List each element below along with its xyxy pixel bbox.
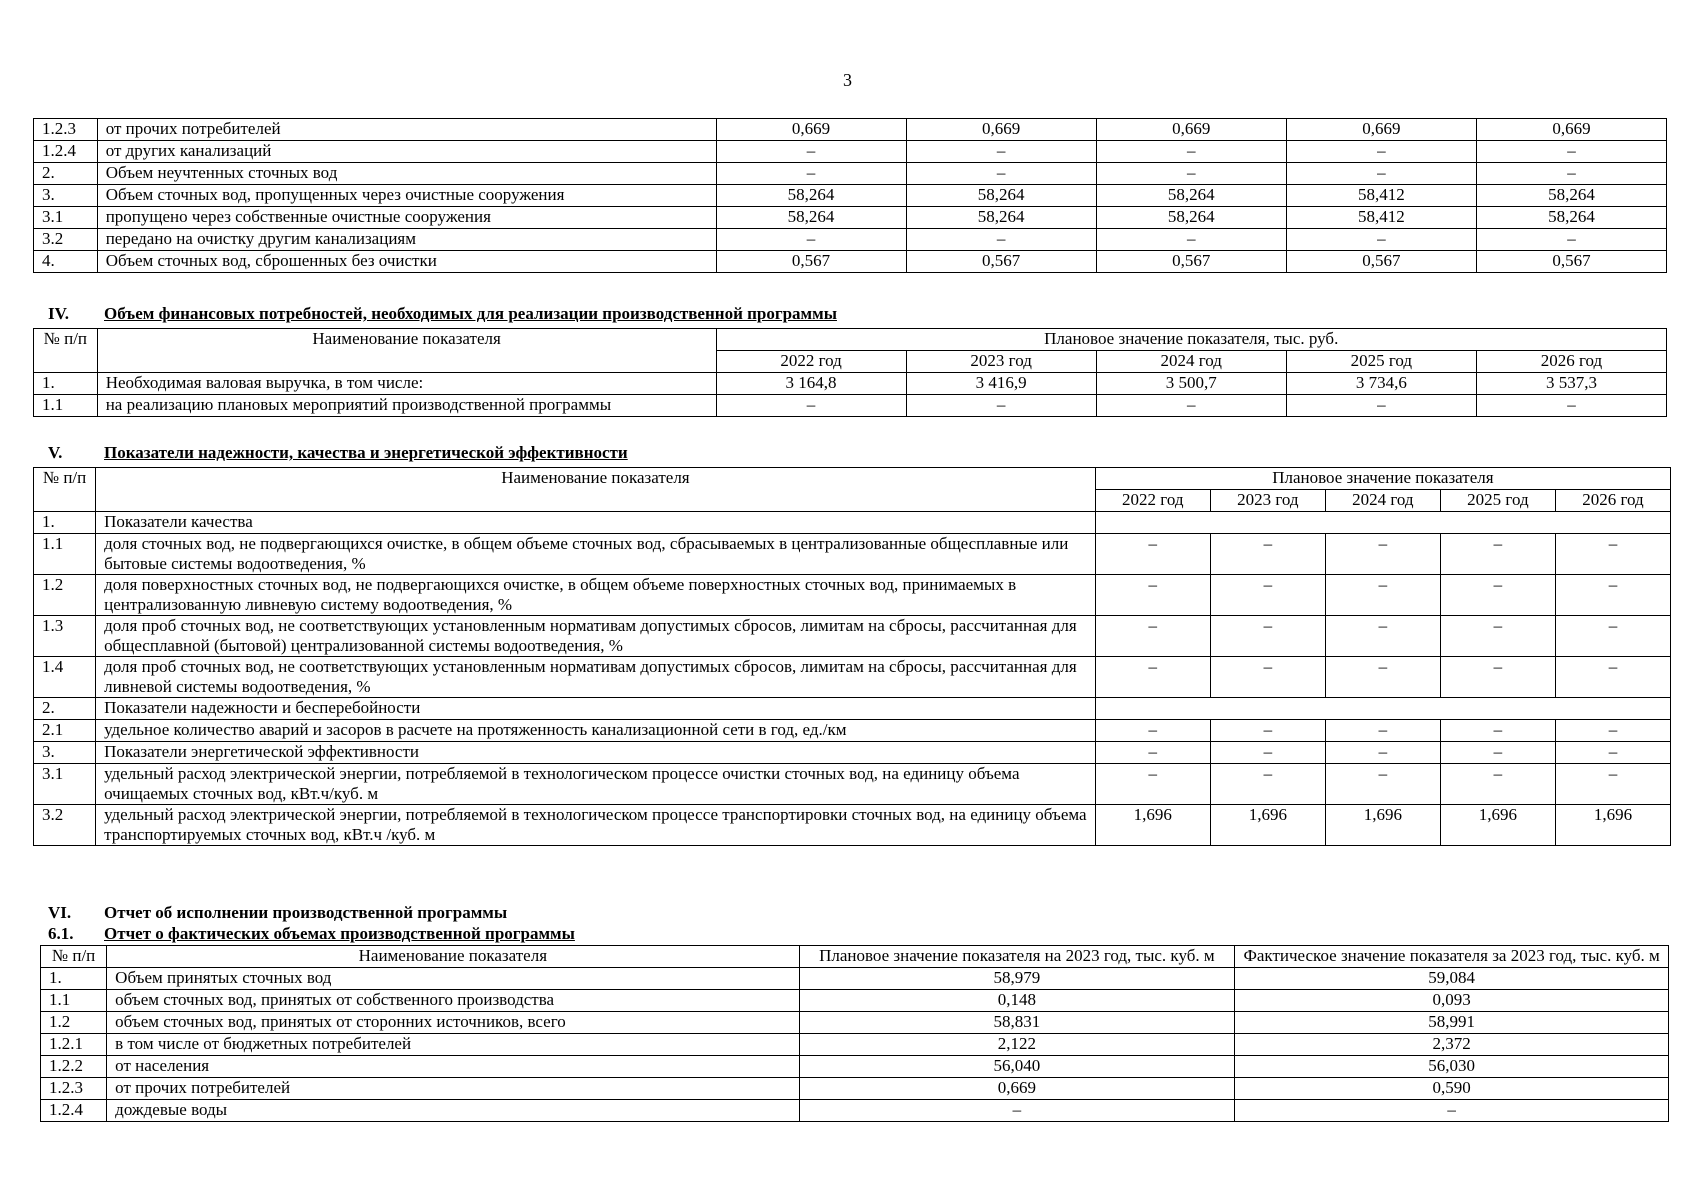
row-plan: 58,979 — [799, 968, 1235, 990]
table-row — [34, 764, 1671, 805]
row-value: – — [716, 163, 906, 185]
table-row — [41, 990, 1669, 1012]
row-value: – — [1095, 575, 1210, 616]
row-empty — [1095, 698, 1670, 720]
row-value: – — [1286, 163, 1476, 185]
row-value: – — [1286, 229, 1476, 251]
header-no: № п/п — [34, 468, 96, 512]
row-name: удельное количество аварий и засоров в расчете на протяженность канализационной сети в год, ед./км — [96, 720, 1096, 742]
row-value: 58,264 — [906, 207, 1096, 229]
row-value: 58,264 — [1096, 207, 1286, 229]
table-row — [34, 534, 1671, 575]
row-value: 0,669 — [1286, 119, 1476, 141]
row-name: пропущено через собственные очистные сооружения — [97, 207, 716, 229]
row-value: – — [1440, 575, 1555, 616]
header-year: 2022 год — [716, 351, 906, 373]
row-name: Необходимая валовая выручка, в том числе: — [97, 373, 716, 395]
row-value: 58,264 — [1476, 185, 1666, 207]
row-code: 1.1 — [34, 395, 98, 417]
row-value: – — [1476, 229, 1666, 251]
table-row — [34, 698, 1671, 720]
section-v-number: V. — [48, 443, 63, 462]
row-value: – — [1440, 742, 1555, 764]
row-code: 1.2 — [41, 1012, 107, 1034]
row-value: – — [906, 229, 1096, 251]
row-name: на реализацию плановых мероприятий производственной программы — [97, 395, 716, 417]
row-name: от населения — [107, 1056, 799, 1078]
row-value: – — [1095, 534, 1210, 575]
row-code: 3. — [34, 742, 96, 764]
row-value: – — [1325, 742, 1440, 764]
row-fact: 2,372 — [1235, 1034, 1669, 1056]
row-plan: 2,122 — [799, 1034, 1235, 1056]
row-value: – — [1210, 616, 1325, 657]
row-code: 2.1 — [34, 720, 96, 742]
row-name: доля сточных вод, не подвергающихся очистке, в общем объеме сточных вод, сбрасываемых в централизованные общесплавные или бытовые системы водоотведения, % — [96, 534, 1096, 575]
section-vi-number: VI. — [48, 903, 72, 922]
row-name: удельный расход электрической энергии, потребляемой в технологическом процессе очистки сточных вод, на единицу объема очищаемых сточных вод, кВт.ч/куб. м — [96, 764, 1096, 805]
row-value: 58,264 — [906, 185, 1096, 207]
row-name: объем сточных вод, принятых от сторонних источников, всего — [107, 1012, 799, 1034]
row-value: 0,567 — [716, 251, 906, 273]
table-row — [41, 1034, 1669, 1056]
row-value: 3 500,7 — [1096, 373, 1286, 395]
row-plan: 58,831 — [799, 1012, 1235, 1034]
table-reliability-quality — [33, 467, 1671, 846]
row-name: доля проб сточных вод, не соответствующих установленным нормативам допустимых сбросов, лимитам на сбросы, рассчитанная для общесплавной (бытовой) централизованной системы водоотведения, % — [96, 616, 1096, 657]
section-6-1-title: Отчет о фактических объемах производственной программы — [104, 924, 575, 943]
row-name: Объем сточных вод, сброшенных без очистки — [97, 251, 716, 273]
row-value: – — [1440, 534, 1555, 575]
header-year: 2023 год — [1210, 490, 1325, 512]
row-value: – — [1286, 395, 1476, 417]
row-value: 58,264 — [1096, 185, 1286, 207]
row-value: – — [1210, 657, 1325, 698]
table-row — [41, 1078, 1669, 1100]
row-code: 1.3 — [34, 616, 96, 657]
row-name: в том числе от бюджетных потребителей — [107, 1034, 799, 1056]
row-name: удельный расход электрической энергии, потребляемой в технологическом процессе транспортировки сточных вод, на единицу объема транспортируемых сточных вод, кВт.ч /куб. м — [96, 805, 1096, 846]
row-value: 0,567 — [1096, 251, 1286, 273]
row-fact: 56,030 — [1235, 1056, 1669, 1078]
row-code: 4. — [34, 251, 98, 273]
row-value: – — [1095, 616, 1210, 657]
row-code: 3.2 — [34, 805, 96, 846]
row-value: 1,696 — [1095, 805, 1210, 846]
row-name: Показатели энергетической эффективности — [96, 742, 1096, 764]
row-value: 0,567 — [1286, 251, 1476, 273]
row-value: – — [1555, 720, 1670, 742]
row-code: 1.4 — [34, 657, 96, 698]
row-value: – — [1325, 534, 1440, 575]
row-value: – — [1096, 163, 1286, 185]
table-header-row — [34, 468, 1671, 490]
row-value: – — [1325, 657, 1440, 698]
row-code: 1.2.4 — [41, 1100, 107, 1122]
row-plan: 56,040 — [799, 1056, 1235, 1078]
table-row — [34, 720, 1671, 742]
header-plan: Плановое значение показателя на 2023 год, тыс. куб. м — [799, 946, 1235, 968]
row-code: 1. — [41, 968, 107, 990]
row-value: – — [1476, 163, 1666, 185]
row-value: 3 734,6 — [1286, 373, 1476, 395]
row-value: 3 537,3 — [1476, 373, 1666, 395]
row-value: – — [1325, 575, 1440, 616]
row-value: – — [1555, 534, 1670, 575]
row-value: – — [1325, 616, 1440, 657]
row-value: – — [1555, 742, 1670, 764]
row-empty — [1095, 512, 1670, 534]
header-name: Наименование показателя — [97, 329, 716, 373]
row-value: 3 416,9 — [906, 373, 1096, 395]
row-value: – — [1440, 657, 1555, 698]
row-value: – — [716, 229, 906, 251]
row-name: объем сточных вод, принятых от собственного производства — [107, 990, 799, 1012]
row-value: 0,567 — [1476, 251, 1666, 273]
row-value: – — [1555, 764, 1670, 805]
table-row — [41, 1012, 1669, 1034]
section-iv-title: Объем финансовых потребностей, необходимых для реализации производственной программы — [104, 304, 837, 323]
row-code: 1.1 — [34, 534, 96, 575]
table-row — [34, 657, 1671, 698]
row-value: 1,696 — [1555, 805, 1670, 846]
row-value: – — [1210, 742, 1325, 764]
row-code: 2. — [34, 698, 96, 720]
row-plan: 0,148 — [799, 990, 1235, 1012]
row-name: доля поверхностных сточных вод, не подвергающихся очистке, в общем объеме поверхностных сточных вод, принимаемых в централизованную ливневую систему водоотведения, % — [96, 575, 1096, 616]
header-year: 2026 год — [1555, 490, 1670, 512]
table-row — [34, 742, 1671, 764]
header-year: 2022 год — [1095, 490, 1210, 512]
row-code: 1.2 — [34, 575, 96, 616]
table-financial-needs — [33, 328, 1667, 417]
row-value: – — [1210, 534, 1325, 575]
section-iv-number: IV. — [48, 304, 69, 323]
header-year: 2024 год — [1325, 490, 1440, 512]
row-name: дождевые воды — [107, 1100, 799, 1122]
row-value: – — [1210, 764, 1325, 805]
table-row — [34, 141, 1667, 163]
row-plan: 0,669 — [799, 1078, 1235, 1100]
header-fact: Фактическое значение показателя за 2023 год, тыс. куб. м — [1235, 946, 1669, 968]
header-group: Плановое значение показателя — [1095, 468, 1670, 490]
header-year: 2024 год — [1096, 351, 1286, 373]
section-vi-heading — [48, 903, 507, 923]
header-no: № п/п — [34, 329, 98, 373]
section-6-1-number: 6.1. — [48, 924, 74, 943]
row-code: 3.1 — [34, 764, 96, 805]
section-iv-heading — [48, 304, 837, 324]
page-number: 3 — [843, 70, 852, 90]
row-value: 58,264 — [1476, 207, 1666, 229]
table-row — [34, 251, 1667, 273]
row-value: – — [1095, 764, 1210, 805]
row-value: – — [1476, 395, 1666, 417]
row-plan: – — [799, 1100, 1235, 1122]
header-year: 2023 год — [906, 351, 1096, 373]
row-value: 0,567 — [906, 251, 1096, 273]
row-value: – — [1325, 764, 1440, 805]
row-value: – — [1095, 742, 1210, 764]
row-value: 1,696 — [1210, 805, 1325, 846]
row-code: 3. — [34, 185, 98, 207]
table-header-row — [41, 946, 1669, 968]
row-value: – — [1210, 575, 1325, 616]
section-v-title: Показатели надежности, качества и энергетической эффективности — [104, 443, 628, 462]
row-name: доля проб сточных вод, не соответствующих установленным нормативам допустимых сбросов, лимитам на сбросы, рассчитанная для ливневой системы водоотведения, % — [96, 657, 1096, 698]
table-row — [34, 616, 1671, 657]
row-value: – — [906, 163, 1096, 185]
table-row — [34, 163, 1667, 185]
row-name: Объем принятых сточных вод — [107, 968, 799, 990]
header-no: № п/п — [41, 946, 107, 968]
row-code: 2. — [34, 163, 98, 185]
table-row — [34, 575, 1671, 616]
row-value: 58,264 — [716, 185, 906, 207]
row-fact: 0,590 — [1235, 1078, 1669, 1100]
table-row — [41, 1100, 1669, 1122]
row-name: Объем неучтенных сточных вод — [97, 163, 716, 185]
row-code: 1.2.2 — [41, 1056, 107, 1078]
row-value: – — [1095, 657, 1210, 698]
row-name: от прочих потребителей — [97, 119, 716, 141]
row-value: – — [1555, 575, 1670, 616]
section-v-heading — [48, 443, 628, 463]
row-value: 0,669 — [1476, 119, 1666, 141]
row-value: – — [1440, 616, 1555, 657]
row-value: 58,264 — [716, 207, 906, 229]
row-code: 1.2.4 — [34, 141, 98, 163]
table-row — [34, 119, 1667, 141]
table-row — [34, 373, 1667, 395]
table-row — [41, 1056, 1669, 1078]
row-fact: 58,991 — [1235, 1012, 1669, 1034]
row-value: 0,669 — [1096, 119, 1286, 141]
table-row — [41, 968, 1669, 990]
table-actual-volumes — [40, 945, 1669, 1122]
row-value: – — [1476, 141, 1666, 163]
row-value: – — [1286, 141, 1476, 163]
row-value: 1,696 — [1440, 805, 1555, 846]
row-value: – — [716, 141, 906, 163]
row-value: 3 164,8 — [716, 373, 906, 395]
header-year: 2026 год — [1476, 351, 1666, 373]
row-code: 1.2.1 — [41, 1034, 107, 1056]
row-value: – — [1096, 141, 1286, 163]
header-year: 2025 год — [1440, 490, 1555, 512]
row-name: от других канализаций — [97, 141, 716, 163]
section-6-1-heading — [48, 924, 575, 944]
row-fact: – — [1235, 1100, 1669, 1122]
row-code: 1. — [34, 512, 96, 534]
table-row — [34, 229, 1667, 251]
header-group: Плановое значение показателя, тыс. руб. — [716, 329, 1667, 351]
row-code: 1.1 — [41, 990, 107, 1012]
row-code: 3.1 — [34, 207, 98, 229]
row-value: – — [1325, 720, 1440, 742]
row-code: 3.2 — [34, 229, 98, 251]
table-volumes-continued — [33, 118, 1667, 273]
row-value: – — [1096, 395, 1286, 417]
row-code: 1. — [34, 373, 98, 395]
row-value: – — [1095, 720, 1210, 742]
row-value: – — [906, 395, 1096, 417]
row-name: от прочих потребителей — [107, 1078, 799, 1100]
row-name: Показатели надежности и бесперебойности — [96, 698, 1096, 720]
row-name: Показатели качества — [96, 512, 1096, 534]
row-fact: 59,084 — [1235, 968, 1669, 990]
header-name: Наименование показателя — [107, 946, 799, 968]
header-name: Наименование показателя — [96, 468, 1096, 512]
row-value: – — [906, 141, 1096, 163]
row-value: 1,696 — [1325, 805, 1440, 846]
row-name: передано на очистку другим канализациям — [97, 229, 716, 251]
row-code: 1.2.3 — [34, 119, 98, 141]
header-year: 2025 год — [1286, 351, 1476, 373]
row-code: 1.2.3 — [41, 1078, 107, 1100]
row-value: – — [1555, 616, 1670, 657]
row-name: Объем сточных вод, пропущенных через очистные сооружения — [97, 185, 716, 207]
table-row — [34, 395, 1667, 417]
row-value: – — [716, 395, 906, 417]
row-value: 58,412 — [1286, 185, 1476, 207]
row-value: – — [1210, 720, 1325, 742]
table-row — [34, 512, 1671, 534]
table-row — [34, 207, 1667, 229]
row-value: 0,669 — [716, 119, 906, 141]
row-value: – — [1440, 764, 1555, 805]
row-value: 0,669 — [906, 119, 1096, 141]
row-value: – — [1555, 657, 1670, 698]
table-header-row — [34, 329, 1667, 351]
table-row — [34, 185, 1667, 207]
row-value: – — [1096, 229, 1286, 251]
row-value: – — [1440, 720, 1555, 742]
table-row — [34, 805, 1671, 846]
row-fact: 0,093 — [1235, 990, 1669, 1012]
section-vi-title: Отчет об исполнении производственной программы — [104, 903, 508, 922]
row-value: 58,412 — [1286, 207, 1476, 229]
